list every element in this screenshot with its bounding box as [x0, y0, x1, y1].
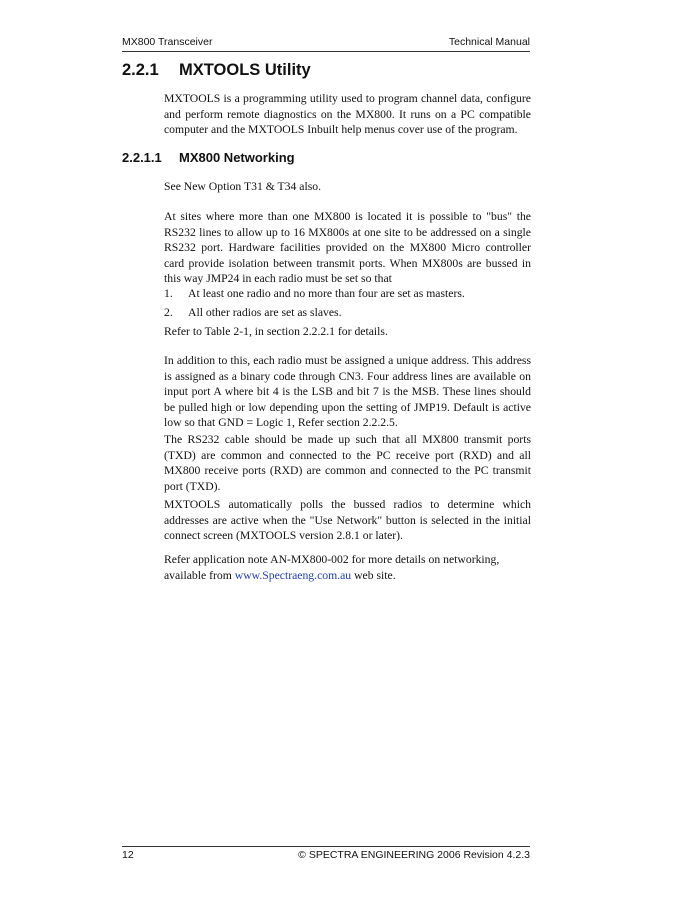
- cable-paragraph: The RS232 cable should be made up such that all MX800 transmit ports (TXD) are common and connected to the PC receive port (RXD) and all MX800 receive ports (RXD) are common and connected to the PC transmit port (TXD).: [164, 433, 531, 493]
- header-rule: [122, 51, 530, 52]
- address-paragraph: In addition to this, each radio must be assigned a unique address. This address is assigned as a binary code through CN3. Four address lines are available on input port A where bit 4 is the LSB and bit 7 is the MSB. These lines should be pulled high or low depending upon the setting of JMP19. Default is active low so that GND = Logic 1, Refer section 2.2.2.5.: [164, 354, 531, 429]
- subsection-number: 2.2.1.1: [122, 150, 162, 165]
- footer-copyright: © SPECTRA ENGINEERING 2006 Revision 4.2.3: [298, 849, 530, 861]
- refer-app-suffix: web site.: [351, 568, 396, 582]
- refer-app-paragraph: [164, 552, 531, 583]
- header-manual-title: Technical Manual: [448, 36, 530, 48]
- see-also-paragraph: See New Option T31 & T34 also.: [164, 180, 322, 193]
- header-product: MX800 Transceiver: [122, 36, 213, 48]
- refer-app-text: Refer application note AN-MX800-002 for more details on networking,: [164, 553, 500, 566]
- page-number: 12: [122, 849, 134, 861]
- intro-paragraph: MXTOOLS is a programming utility used to program channel data, configure and perform remote diagnostics on the MX800. It runs on a PC compatible computer and the MXTOOLS Inbuilt help menus cover use of the program.: [164, 92, 531, 136]
- list-item-number: 2.: [164, 306, 173, 319]
- section-number: 2.2.1: [122, 61, 159, 79]
- list-item-text: All other radios are set as slaves.: [188, 306, 342, 319]
- refer-app-prefix: available from: [164, 568, 235, 582]
- list-item-text: At least one radio and no more than four are set as masters.: [188, 287, 465, 300]
- subsection-title: MX800 Networking: [179, 150, 295, 165]
- website-link[interactable]: www.Spectraeng.com.au: [234, 568, 352, 582]
- list-item-number: 1.: [164, 287, 173, 300]
- refer-table-paragraph: Refer to Table 2-1, in section 2.2.2.1 for details.: [164, 325, 388, 338]
- section-title: MXTOOLS Utility: [179, 61, 311, 79]
- footer-rule: [122, 846, 530, 847]
- poll-paragraph: MXTOOLS automatically polls the bussed radios to determine which addresses are active when the "Use Network" button is selected in the initial connect screen (MXTOOLS version 2.8.1 or later).: [164, 498, 531, 542]
- bus-paragraph: At sites where more than one MX800 is located it is possible to "bus" the RS232 lines to allow up to 16 MX800s at one site to be addressed on a single RS232 port. Hardware facilities provided on the MX800 Micro controller card provide isolation between transmit ports. When MX800s are bussed in this way JMP24 in each radio must be set so that: [164, 210, 531, 285]
